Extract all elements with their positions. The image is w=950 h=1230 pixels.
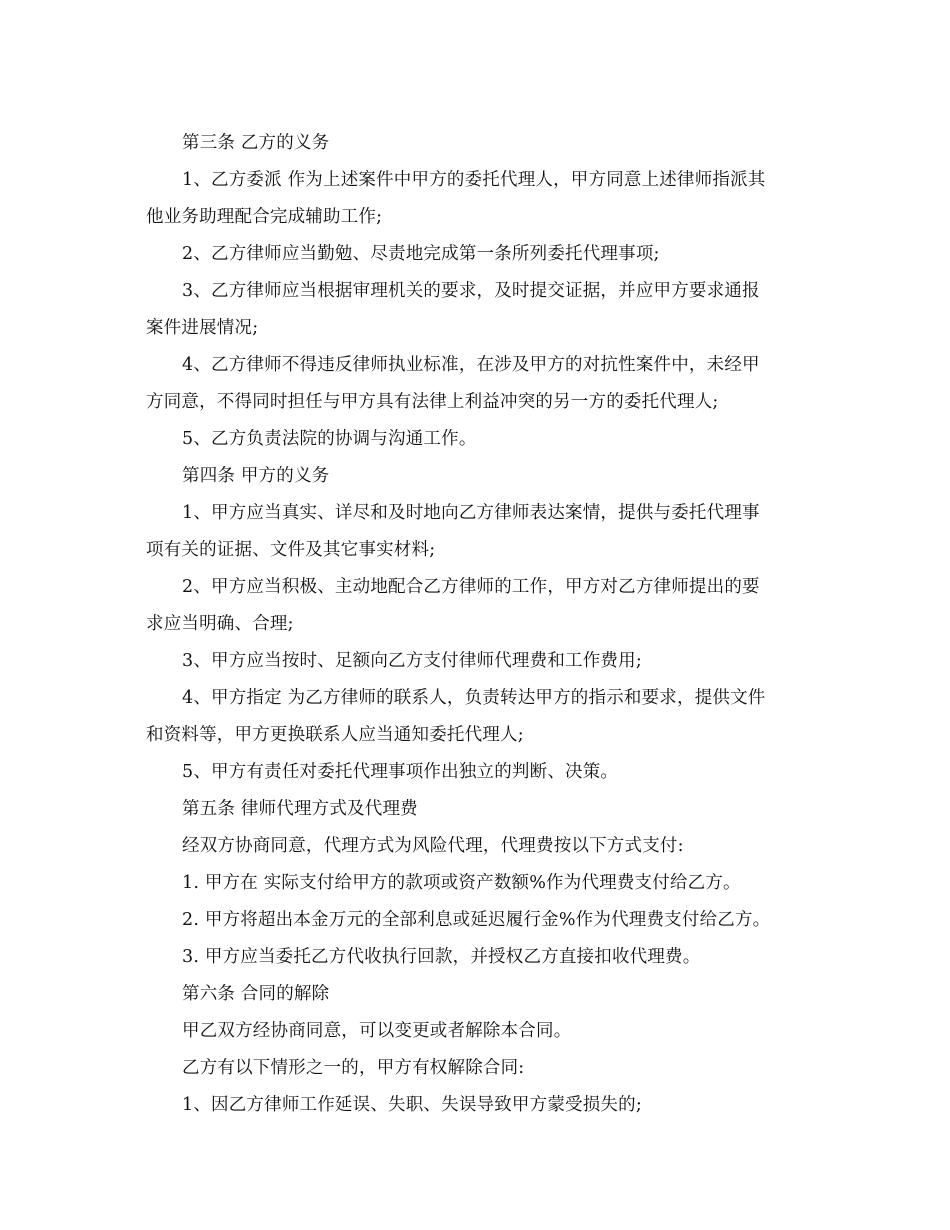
paragraph-line: 经双方协商同意，代理方式为风险代理，代理费按以下方式支付: — [182, 836, 684, 856]
section-heading-5: 第五条 律师代理方式及代理费 — [182, 799, 418, 819]
paragraph-line: 3、甲方应当按时、足额向乙方支付律师代理费和工作费用; — [182, 651, 642, 671]
paragraph-line: 5、甲方有责任对委托代理事项作出独立的判断、决策。 — [182, 762, 619, 782]
paragraph-line: 项有关的证据、文件及其它事实材料; — [146, 540, 436, 560]
paragraph-line: 案件进展情况; — [146, 318, 259, 338]
paragraph-line: 2. 甲方将超出本金万元的全部利息或延迟履行金%作为代理费支付给乙方。 — [182, 910, 771, 930]
paragraph-line: 方同意，不得同时担任与甲方具有法律上利益冲突的另一方的委托代理人; — [146, 392, 719, 412]
paragraph-line: 3、乙方律师应当根据审理机关的要求，及时提交证据，并应甲方要求通报 — [182, 281, 760, 301]
paragraph-line: 甲乙双方经协商同意，可以变更或者解除本合同。 — [182, 1021, 572, 1041]
paragraph-line: 乙方有以下情形之一的，甲方有权解除合同: — [182, 1058, 525, 1078]
paragraph-line: 5、乙方负责法院的协调与沟通工作。 — [182, 429, 477, 449]
section-heading-6: 第六条 合同的解除 — [182, 984, 330, 1004]
section-heading-3: 第三条 乙方的义务 — [182, 133, 330, 153]
section-heading-4: 第四条 甲方的义务 — [182, 466, 330, 486]
paragraph-line: 他业务助理配合完成辅助工作; — [146, 207, 383, 227]
paragraph-line: 1、因乙方律师工作延误、失职、失误导致甲方蒙受损失的; — [182, 1095, 642, 1115]
paragraph-line: 1. 甲方在 实际支付给甲方的款项或资产数额%作为代理费支付给乙方。 — [182, 873, 741, 893]
paragraph-line: 4、乙方律师不得违反律师执业标准，在涉及甲方的对抗性案件中，未经甲 — [182, 355, 760, 375]
paragraph-line: 1、乙方委派 作为上述案件中甲方的委托代理人，甲方同意上述律师指派其 — [182, 170, 766, 190]
paragraph-line: 和资料等，甲方更换联系人应当通知委托代理人; — [146, 725, 524, 745]
paragraph-line: 1、甲方应当真实、详尽和及时地向乙方律师表达案情，提供与委托代理事 — [182, 503, 760, 523]
paragraph-line: 4、甲方指定 为乙方律师的联系人，负责转达甲方的指示和要求，提供文件 — [182, 688, 766, 708]
paragraph-line: 2、甲方应当积极、主动地配合乙方律师的工作，甲方对乙方律师提出的要 — [182, 577, 760, 597]
paragraph-line: 求应当明确、合理; — [146, 614, 294, 634]
paragraph-line: 3. 甲方应当委托乙方代收执行回款，并授权乙方直接扣收代理费。 — [182, 947, 701, 967]
paragraph-line: 2、乙方律师应当勤勉、尽责地完成第一条所列委托代理事项; — [182, 244, 660, 264]
